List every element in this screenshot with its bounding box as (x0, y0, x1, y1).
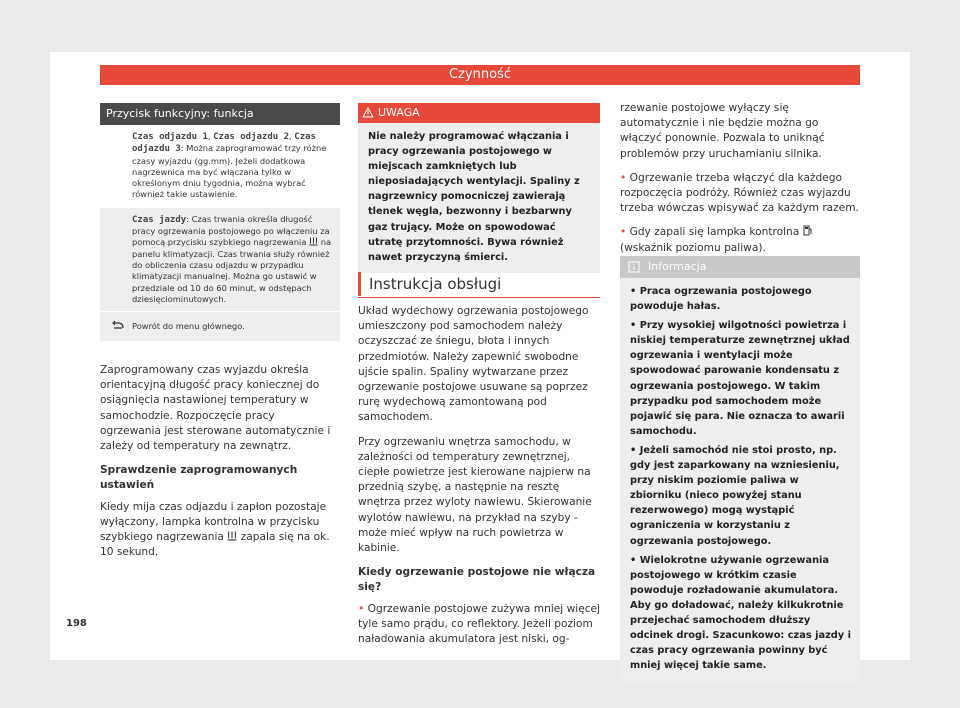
bullet: • (620, 226, 627, 239)
warning-header (358, 103, 600, 123)
text: Ogrzewanie postojowe zużywa mniej więcej tyle samo prądu, co reflektory. Jeżeli poziom naładowania akumulatora jest niski, og- (358, 602, 600, 646)
text: Jeżeli samochód nie stoi prosto, np. gdy jest zaparkowany na wzniesieniu, przy niskim poziomie paliwa w zbiorniku (nieco powyżej stanu rezerwowego) mogą wystąpić ograniczenia w korzystaniu z ogrzewania postojowego. (630, 444, 840, 547)
text: Kiedy mija czas odjazdu i zapłon pozostaje wyłączony, lampka kontrolna w przycisku szybkiego nagrzewania (100, 500, 327, 544)
info-header (620, 256, 860, 278)
text: Praca ogrzewania postojowego powoduje hałas. (630, 286, 812, 313)
heater-icon (309, 237, 318, 246)
info-title: Informacja (648, 260, 707, 273)
text: Ogrzewanie trzeba włączyć dla każdego rozpoczęcia podróży. Również czas wyjazdu trzeba wówczas wpisywać za każdym razem. (620, 171, 859, 215)
sep: , (289, 131, 292, 141)
paragraph (100, 500, 338, 561)
bullet: • (630, 444, 637, 456)
right-text (620, 101, 860, 265)
page-number: 198 (66, 618, 87, 629)
heater-icon (227, 531, 237, 541)
back-arrow-icon (110, 320, 124, 330)
warning-triangle-icon (362, 107, 374, 118)
table-heading: Przycisk funkcyjny: funkcja (100, 103, 340, 125)
bullet: • (630, 320, 637, 332)
sep: , (207, 131, 211, 141)
code-departure-2: Czas odjazdu 2 (213, 132, 289, 142)
text: Wielokrotne używanie ogrzewania postojowego w krótkim czasie powoduje rozładowanie akumulatora. Aby go doładować, należy kilkukrotnie przejechać samochodem dłuższy odcinek drogi. Szacunkowo: czas jazdy i czas pracy ogrzewania powinny być mniej więcej takie same. (630, 554, 851, 672)
text: zapala się na ok. 10 sekund. (100, 531, 330, 559)
code-departure-3: Czas odjazdu 3 (132, 132, 316, 155)
text: Przy wysokiej wilgotności powietrza i niskiej temperaturze zewnętrznej układ ogrzewania i wentylacji może spowodować parowanie kondensatu z ogrzewania postojowego. W takim przypadku pod samochodem może pojawić się para. Nie oznacza to awarii samochodu. (630, 320, 850, 437)
bullet-item (358, 602, 600, 648)
subheading: Kiedy ogrzewanie postojowe nie włącza się? (358, 566, 596, 594)
code-duration: Czas jazdy (132, 214, 187, 225)
paragraph: Układ wydechowy ogrzewania postojowego umieszczony pod samochodem należy oczyszczać ze śniegu, błota i innych przedmiotów. Należy zapewnić swobodne ujście spalin. Spaliny wytwarzane przez ogrzewanie postojowe usuwane są poprzez rurę wydechową zamontowaną pod samochodem. (358, 305, 589, 424)
row-text: : Można zaprogramować trzy różne czasy wyjazdu (gg.mm). Jeżeli dodatkowa nagrzewnica ma być włączana tylko w określonym dniu tygodnia, można wybrać również takie ustawienie. (132, 143, 327, 200)
text: Gdy zapali się lampka kontrolna (629, 226, 800, 239)
info-bullet (630, 284, 852, 314)
left-text (100, 363, 338, 569)
bullet-item (620, 225, 860, 255)
bullet: • (630, 554, 637, 566)
section-divider (358, 297, 600, 298)
subheading: Sprawdzenie zaprogramowanych ustawień (100, 464, 298, 492)
function-table (100, 103, 340, 341)
bullet: • (358, 602, 365, 615)
paragraph: Zaprogramowany czas wyjazdu określa orientacyjną długość pracy koniecznej do osiągnięcia nastawionej temperatury w samochodzie. Rozpoczęcie pracy ogrzewania jest sterowane automatycznie i zależy od temperatury na zewnątrz. (100, 364, 331, 453)
warning-text: Nie należy programować włączania i pracy ogrzewania postojowego w miejscach zamkniętych lub nieposiadających wentylacji. Spaliny z nagrzewnicy pomocniczej zawierają tlenek węgla, bezwonny i bezbarwny gaz trujący. Może on spowodować utratę przytomności. Bywa również nawet przyczyną śmierci. (368, 131, 580, 263)
info-bullet (630, 553, 852, 674)
paragraph: Przy ogrzewaniu wnętrza samochodu, w zależności od temperatury zewnętrznej, ciepłe powietrze jest kierowane najpierw na przednią szybę, a następnie na resztę wnętrza przez wyloty nawiewu. Skierowanie wylotów nawiewu, na przykład na szyby - może mieć wpływ na ruch powietrza w kabinie. (358, 435, 592, 555)
bullet: • (630, 286, 637, 297)
bullet: • (620, 171, 627, 184)
middle-text (358, 304, 600, 656)
fuel-pump-icon (803, 225, 813, 236)
warning-box (358, 103, 600, 273)
info-box (620, 256, 860, 683)
table-row-back (100, 312, 340, 341)
page-header: Czynność (100, 65, 860, 85)
row-text: na panelu klimatyzacji. Czas trwania służy również do obliczenia czasu odjazdu w przypadku klimatyzacji manualnej. Można go ustawić w przedziale od 10 do 60 minut, w odstępach dziesięciominutowych. (132, 237, 332, 304)
section-title: Instrukcja obsługi (358, 272, 611, 296)
row-text: : Czas trwania określa długość pracy ogrzewania postojowego po włączeniu za pomocą przycisku szybkiego nagrzewania (132, 213, 330, 248)
table-row (100, 125, 340, 208)
bullet-item (620, 171, 860, 217)
table-row (100, 208, 340, 312)
text: (wskaźnik poziomu paliwa). (620, 241, 766, 254)
code-departure-1: Czas odjazdu 1 (132, 132, 208, 142)
info-body (620, 278, 860, 683)
info-bullet (630, 318, 852, 439)
paragraph: rzewanie postojowe wyłączy się automatycznie i nie będzie można go włączyć ponownie. Pozwala to uniknąć problemów przy uruchamianiu silnika. (620, 102, 825, 160)
back-text: Powrót do menu głównego. (132, 321, 245, 332)
warning-title: UWAGA (378, 106, 420, 119)
info-icon (628, 261, 640, 273)
info-bullet (630, 443, 852, 549)
